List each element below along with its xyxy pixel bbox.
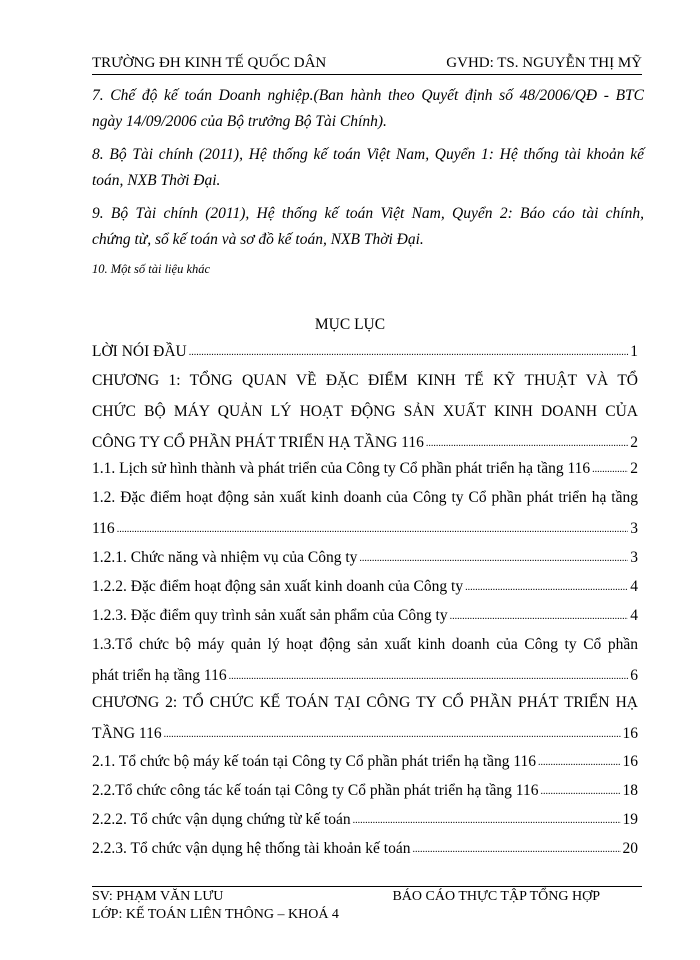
toc-entry-page: 2 — [630, 434, 638, 451]
toc-entry-label-line1: 1.3.Tổ chức bộ máy quản lý hoạt động sản xuất kinh doanh của Công ty Cổ phần — [92, 636, 638, 653]
leader-dots — [412, 844, 620, 855]
reference-10: 10. Một số tài liệu khác — [92, 262, 211, 276]
toc-entry-label: 1.1. Lịch sử hình thành và phát triển của Công ty Cổ phần phát triển hạ tầng 116 — [92, 460, 591, 477]
toc-entry-1-2-1[interactable] — [92, 549, 638, 575]
page-footer — [92, 886, 642, 925]
student-name: SV: PHẠM VĂN LƯU — [92, 889, 224, 904]
leader-dots — [450, 611, 629, 622]
toc-entry-page: 4 — [630, 578, 638, 595]
toc-entry-page: 18 — [622, 782, 638, 799]
leader-dots — [164, 729, 621, 740]
toc-entry-1-3[interactable] — [92, 636, 638, 693]
leader-dots — [229, 671, 629, 682]
reference-7-line1: 7. Chế độ kế toán Doanh nghiệp.(Ban hành theo Quyết định số 48/2006/QĐ - BTC — [92, 87, 644, 104]
leader-dots — [353, 815, 621, 826]
toc-entry-label-line2: phát triển hạ tầng 116 — [92, 667, 227, 684]
toc-entry-2-2-2[interactable] — [92, 811, 638, 837]
toc-entry-page: 6 — [630, 667, 638, 684]
toc-entry-label-line2: CHỨC BỘ MÁY QUẢN LÝ HOẠT ĐỘNG SẢN XUẤT KINH DOANH CỦA — [92, 403, 638, 420]
toc-entry-page: 3 — [630, 520, 638, 537]
toc-entry-chapter-2[interactable] — [92, 694, 638, 751]
reference-7 — [92, 87, 644, 139]
toc-entry-page: 16 — [622, 725, 638, 742]
toc-entry-1-2-2[interactable] — [92, 578, 638, 604]
toc-entry-label: 1.2.2. Đặc điểm hoạt động sản xuất kinh doanh của Công ty — [92, 578, 464, 595]
toc-entry-label: LỜI NÓI ĐẦU — [92, 343, 187, 360]
leader-dots — [540, 786, 620, 797]
reference-8-line2: toán, NXB Thời Đại. — [92, 172, 221, 189]
toc-entry-1-2-3[interactable] — [92, 607, 638, 633]
leader-dots — [359, 553, 628, 564]
toc-entry-2-1[interactable] — [92, 753, 638, 779]
leader-dots — [465, 582, 628, 593]
toc-entry-label-line1: 1.2. Đặc điểm hoạt động sản xuất kinh doanh của Công ty Cổ phần phát triển hạ tầng — [92, 489, 638, 506]
toc-entry-2-2[interactable] — [92, 782, 638, 808]
toc-entry-1-2[interactable] — [92, 489, 638, 546]
reference-9 — [92, 205, 644, 257]
report-title: BÁO CÁO THỰC TẬP TỔNG HỢP — [392, 889, 600, 904]
reference-8-line1: 8. Bộ Tài chính (2011), Hệ thống kế toán Việt Nam, Quyển 1: Hệ thống tài khoản kế — [92, 146, 644, 163]
toc-entry-label-line3: CÔNG TY CỔ PHẦN PHÁT TRIỂN HẠ TẦNG 116 — [92, 434, 424, 451]
leader-dots — [426, 438, 628, 449]
toc-entry-label: 2.2.Tổ chức công tác kế toán tại Công ty Cổ phần phát triển hạ tầng 116 — [92, 782, 539, 799]
toc-entry-loi-noi-dau[interactable] — [92, 343, 638, 369]
toc-entry-label-line1: CHƯƠNG 2: TỔ CHỨC KẾ TOÁN TẠI CÔNG TY CỔ PHẦN PHÁT TRIỂN HẠ — [92, 694, 638, 711]
reference-9-line1: 9. Bộ Tài chính (2011), Hệ thống kế toán Việt Nam, Quyển 2: Báo cáo tài chính, — [92, 205, 644, 222]
toc-entry-page: 19 — [622, 811, 638, 828]
toc-entry-label: 2.2.2. Tổ chức vận dụng chứng từ kế toán — [92, 811, 351, 828]
toc-entry-page: 3 — [630, 549, 638, 566]
toc-entry-label: 2.2.3. Tổ chức vận dụng hệ thống tài khoản kế toán — [92, 840, 411, 857]
toc-entry-label-line1: CHƯƠNG 1: TỔNG QUAN VỀ ĐẶC ĐIỂM KINH TẾ KỸ THUẬT VÀ TỔ — [92, 372, 638, 389]
toc-entry-1-1[interactable] — [92, 460, 638, 486]
toc-entry-label-line2: TẦNG 116 — [92, 725, 162, 742]
toc-entry-page: 2 — [630, 460, 638, 477]
toc-entry-2-2-3[interactable] — [92, 840, 638, 866]
toc-title: MỤC LỤC — [314, 316, 386, 333]
leader-dots — [189, 347, 629, 358]
page-header — [92, 52, 642, 75]
reference-9-line2: chứng từ, sổ kế toán và sơ đồ kế toán, NXB Thời Đại. — [92, 231, 424, 248]
toc-entry-label: 1.2.3. Đặc điểm quy trình sản xuất sản phẩm của Công ty — [92, 607, 448, 624]
toc-entry-label-line2: 116 — [92, 520, 115, 537]
toc-entry-page: 1 — [630, 343, 638, 360]
leader-dots — [592, 464, 628, 475]
advisor-name: GVHD: TS. NGUYỄN THỊ MỸ — [446, 55, 642, 71]
toc-entry-page: 16 — [622, 753, 638, 770]
toc-entry-page: 20 — [622, 840, 638, 857]
toc-entry-page: 4 — [630, 607, 638, 624]
school-name: TRƯỜNG ĐH KINH TẾ QUỐC DÂN — [92, 55, 327, 71]
reference-8 — [92, 146, 644, 198]
leader-dots — [538, 757, 620, 768]
reference-7-line2: ngày 14/09/2006 của Bộ trưởng Bộ Tài Chính). — [92, 113, 387, 130]
leader-dots — [117, 524, 629, 535]
toc-entry-chapter-1[interactable] — [92, 372, 638, 460]
toc-entry-label: 2.1. Tổ chức bộ máy kế toán tại Công ty Cổ phần phát triển hạ tầng 116 — [92, 753, 537, 770]
class-name: LỚP: KẾ TOÁN LIÊN THÔNG – KHOÁ 4 — [92, 907, 339, 922]
toc-entry-label: 1.2.1. Chức năng và nhiệm vụ của Công ty — [92, 549, 358, 566]
